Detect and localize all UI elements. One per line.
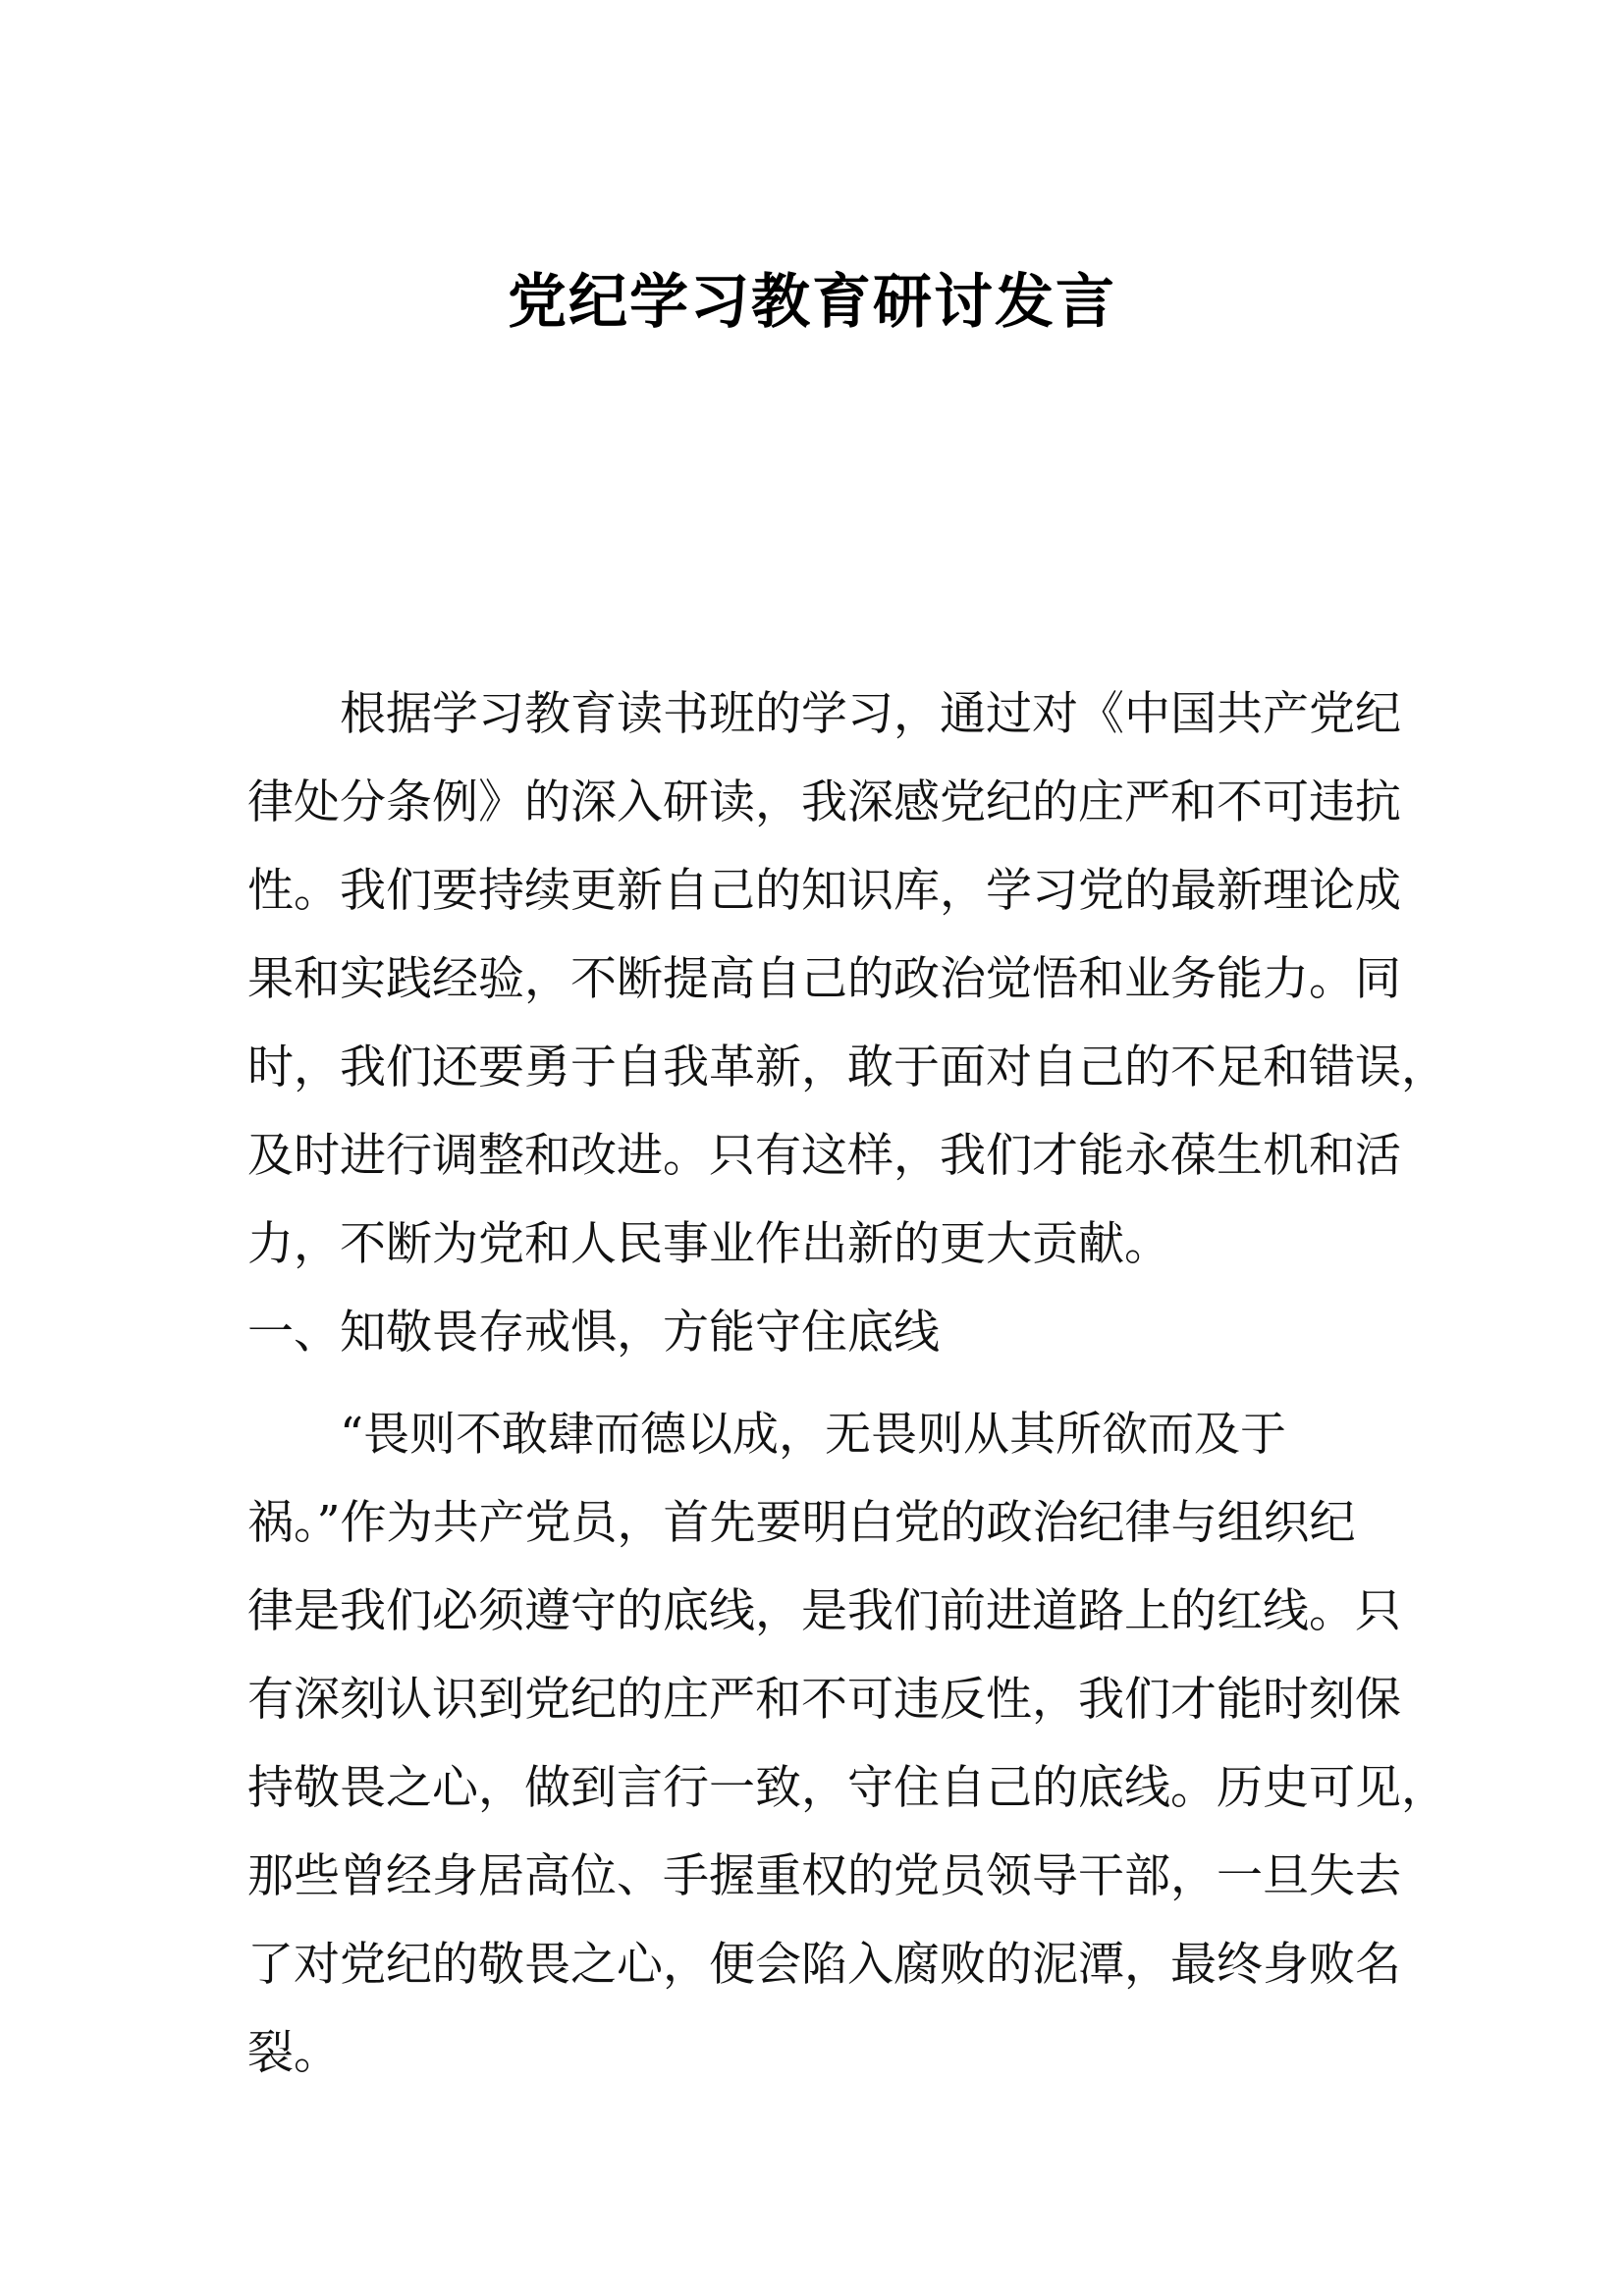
paragraph-1-line-6: 及时进行调整和改进。只有这样，我们才能永葆生机和活	[247, 1129, 1401, 1183]
paragraph-2-line-4: 有深刻认识到党纪的庄严和不可违反性，我们才能时刻保	[247, 1673, 1401, 1727]
paragraph-1-line-4: 果和实践经验，不断提高自己的政治觉悟和业务能力。同	[247, 952, 1401, 1006]
document-title: 党纪学习教育研讨发言	[508, 268, 1116, 337]
paragraph-2-line-3: 律是我们必须遵守的底线，是我们前进道路上的红线。只	[247, 1584, 1401, 1638]
paragraph-1-line-1: 根据学习教育读书班的学习，通过对《中国共产党纪	[247, 687, 1401, 741]
paragraph-2-line-2: 祸。”作为共产党员，首先要明白党的政治纪律与组织纪	[247, 1496, 1356, 1550]
section-heading-1: 一、知敬畏存戒惧，方能守住底线	[247, 1306, 940, 1360]
paragraph-2-line-1: “畏则不敢肆而德以成，无畏则从其所欲而及于	[247, 1408, 1287, 1462]
paragraph-1-line-3: 性。我们要持续更新自己的知识库，学习党的最新理论成	[247, 864, 1401, 918]
paragraph-1-line-2: 律处分条例》的深入研读，我深感党纪的庄严和不可违抗	[247, 775, 1401, 829]
paragraph-1-line-7: 力，不断为党和人民事业作出新的更大贡献。	[247, 1217, 1170, 1271]
paragraph-2-line-6: 那些曾经身居高位、手握重权的党员领导干部，一旦失去	[247, 1849, 1401, 1903]
paragraph-2-line-8: 裂。	[247, 2026, 340, 2080]
paragraph-2-line-5: 持敬畏之心，做到言行一致，守住自己的底线。历史可见，	[247, 1761, 1447, 1815]
paragraph-2-line-7: 了对党纪的敬畏之心，便会陷入腐败的泥潭，最终身败名	[247, 1938, 1401, 1992]
paragraph-1-line-5: 时，我们还要勇于自我革新，敢于面对自己的不足和错误，	[247, 1041, 1447, 1095]
